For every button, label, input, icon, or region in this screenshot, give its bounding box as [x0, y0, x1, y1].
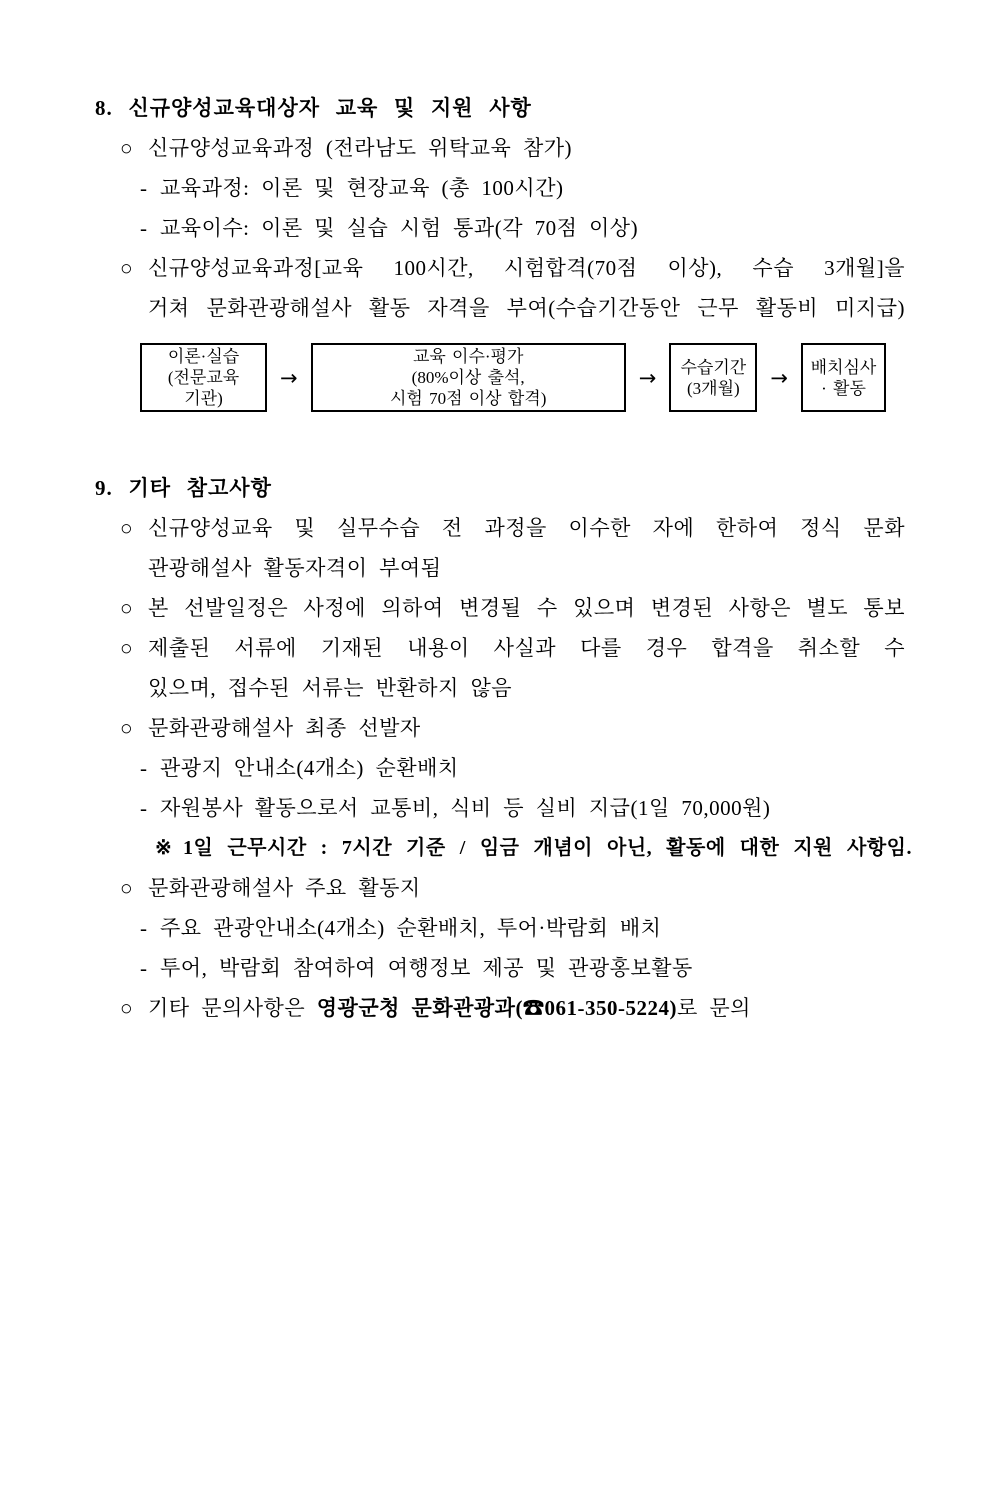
dash-text: 교육이수: 이론 및 실습 시험 통과(각 70점 이상)	[160, 216, 639, 240]
circle-bullet-icon: ○	[120, 876, 134, 900]
bullet-document-cancellation-continuation: 있으며, 접수된 서류는 반환하지 않음	[148, 676, 513, 700]
dash-bullet-icon: -	[140, 956, 148, 980]
dash-bullet-icon: -	[140, 176, 148, 200]
flow-step-line: · 활동	[821, 378, 866, 398]
dash-expense-payment	[140, 788, 905, 828]
bullet-document-cancellation	[120, 628, 905, 668]
flow-step-line: 시험 70점 이상 합격)	[389, 389, 547, 408]
bullet-formal-qualification	[120, 508, 905, 548]
section-9-heading	[95, 468, 992, 508]
dash-text: 주요 관광안내소(4개소) 순환배치, 투어·박람회 배치	[160, 916, 662, 940]
bullet-text: 문화관광해설사 최종 선발자	[148, 716, 421, 740]
process-flowchart	[140, 343, 886, 412]
section-8-number: 8.	[95, 96, 113, 120]
circle-bullet-icon: ○	[120, 516, 134, 540]
flow-step-line: 배치심사	[810, 357, 877, 377]
flow-step-placement	[801, 343, 886, 412]
section-9-title: 기타 참고사항	[128, 476, 272, 500]
circle-bullet-icon: ○	[120, 716, 134, 740]
section-8-heading	[95, 88, 992, 128]
contact-department: 영광군청 문화관광과(	[316, 996, 523, 1020]
flow-step-evaluation	[311, 343, 626, 412]
circle-bullet-icon: ○	[120, 636, 134, 660]
reference-mark-icon: ※	[155, 837, 173, 859]
dash-text: 투어, 박람회 참여하여 여행정보 제공 및 관광홍보활동	[160, 956, 693, 980]
dash-text: 자원봉사 활동으로서 교통비, 식비 등 실비 지급(1일 70,000원)	[160, 796, 771, 820]
circle-bullet-icon: ○	[120, 996, 134, 1020]
section-8-title: 신규양성교육대상자 교육 및 지원 사항	[128, 96, 532, 120]
circle-bullet-icon: ○	[120, 256, 134, 280]
circle-bullet-icon: ○	[120, 136, 134, 160]
right-arrow-icon: →	[280, 365, 298, 390]
flow-step-probation	[669, 343, 757, 412]
dash-tour-expo-placement	[140, 908, 905, 948]
contact-phone-number: 061-350-5224)	[544, 996, 677, 1020]
dash-text: 교육과정: 이론 및 현장교육 (총 100시간)	[160, 176, 564, 200]
document-page	[0, 88, 992, 1491]
contact-text	[148, 988, 905, 1028]
bullet-text: 제출된 서류에 기재된 내용이 사실과 다를 경우 합격을 취소할 수	[148, 636, 905, 660]
dash-completion-detail	[140, 208, 905, 248]
bullet-contact-info	[120, 988, 905, 1028]
dash-bullet-icon: -	[140, 216, 148, 240]
note-text: 1일 근무시간 : 7시간 기준 / 임금 개념이 아닌, 활동에 대한 지원 사항임.	[183, 837, 912, 859]
flow-step-line: 교육 이수·평가	[412, 347, 524, 366]
note-working-hours	[155, 828, 912, 868]
dash-travel-info-promotion	[140, 948, 905, 988]
flow-step-theory-practice	[140, 343, 267, 412]
dash-bullet-icon: -	[140, 916, 148, 940]
bullet-text: 문화관광해설사 주요 활동지	[148, 876, 421, 900]
section-9-number: 9.	[95, 476, 113, 500]
circle-bullet-icon: ○	[120, 596, 134, 620]
bullet-schedule-change	[120, 588, 905, 628]
flow-step-line: 이론·실습	[167, 347, 240, 366]
flow-step-line: (80%이상 출석,	[411, 368, 525, 387]
bullet-text: 신규양성교육과정[교육 100시간, 시험합격(70점 이상), 수습 3개월]을	[148, 256, 905, 280]
bullet-formal-qualification-continuation: 관광해설사 활동자격이 부여됨	[148, 556, 442, 580]
bullet-text: 본 선발일정은 사정에 의하여 변경될 수 있으며 변경된 사항은 별도 통보	[148, 596, 905, 620]
flow-step-line: 수습기간	[680, 357, 747, 377]
contact-prefix: 기타 문의사항은	[148, 996, 317, 1020]
bullet-final-selectee	[120, 708, 905, 748]
right-arrow-icon: →	[638, 365, 657, 390]
bullet-training-course	[120, 128, 905, 168]
bullet-qualification-continuation: 거쳐 문화관광해설사 활동 자격을 부여(수습기간동안 근무 활동비 미지급)	[148, 296, 905, 320]
bullet-text: 신규양성교육과정 (전라남도 위탁교육 참가)	[148, 136, 573, 160]
bullet-qualification	[120, 248, 905, 288]
phone-icon: ☎	[522, 996, 545, 1020]
bullet-main-activity-sites	[120, 868, 905, 908]
flow-step-line: (전문교육	[167, 368, 240, 387]
bullet-text: 신규양성교육 및 실무수습 전 과정을 이수한 자에 한하여 정식 문화	[148, 516, 905, 540]
dash-bullet-icon: -	[140, 756, 148, 780]
dash-course-detail	[140, 168, 905, 208]
flow-step-line: 기관)	[184, 389, 223, 408]
flow-step-line: (3개월)	[687, 378, 740, 398]
contact-suffix: 로 문의	[676, 996, 751, 1020]
dash-rotation-placement	[140, 748, 905, 788]
dash-bullet-icon: -	[140, 796, 148, 820]
right-arrow-icon: →	[770, 365, 788, 390]
dash-text: 관광지 안내소(4개소) 순환배치	[160, 756, 459, 780]
